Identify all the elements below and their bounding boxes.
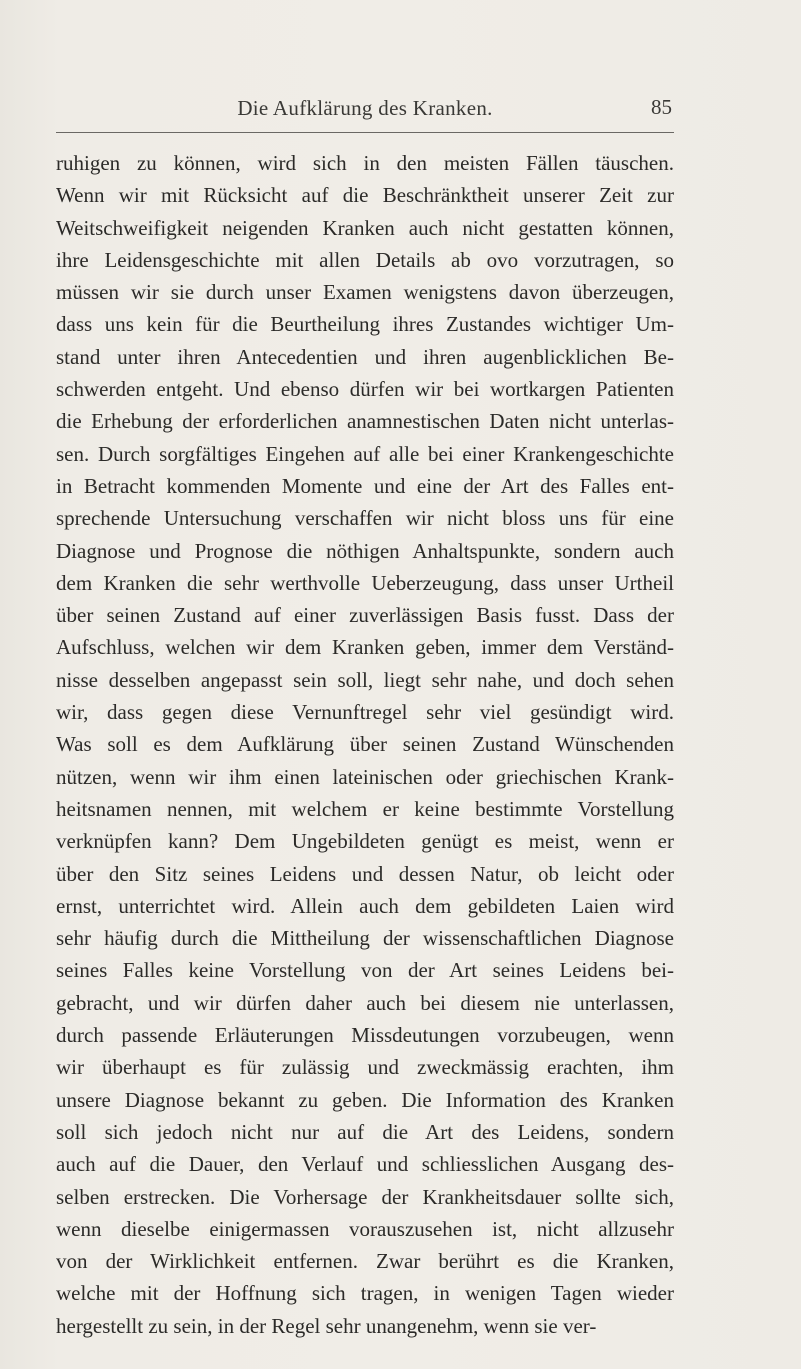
text-line: in Betracht kommenden Momente und eine der Art des Falles ent-: [56, 473, 674, 498]
text-line: dass uns kein für die Beurtheilung ihres Zustandes wichtiger Um-: [56, 312, 674, 337]
text-line: sprechende Untersuchung verschaffen wir nicht bloss uns für eine: [56, 506, 674, 531]
text-line: selben erstrecken. Die Vorhersage der Krankheitsdauer sollte sich,: [56, 1184, 674, 1209]
text-line: Diagnose und Prognose die nöthigen Anhaltspunkte, sondern auch: [56, 538, 674, 563]
running-title: Die Aufklärung des Kranken.: [237, 96, 493, 120]
text-line: von der Wirklichkeit entfernen. Zwar berührt es die Kranken,: [56, 1249, 674, 1274]
page-number: 85: [651, 95, 672, 119]
text-line: welche mit der Hoffnung sich tragen, in wenigen Tagen wieder: [56, 1281, 674, 1306]
text-line: durch passende Erläuterungen Missdeutungen vorzubeugen, wenn: [56, 1023, 674, 1048]
text-line: wir überhaupt es für zulässig und zweckmässig erachten, ihm: [56, 1055, 674, 1080]
text-line: stand unter ihren Antecedentien und ihren augenblicklichen Be-: [56, 344, 674, 369]
text-line: Weitschweifigkeit neigenden Kranken auch nicht gestatten können,: [56, 215, 674, 240]
text-line: hergestellt zu sein, in der Regel sehr unangenehm, wenn sie ver-: [56, 1313, 597, 1338]
text-line: über seinen Zustand auf einer zuverlässigen Basis fusst. Dass der: [56, 603, 674, 628]
text-line: dem Kranken die sehr werthvolle Ueberzeugung, dass unser Urtheil: [56, 570, 674, 595]
text-line: Wenn wir mit Rücksicht auf die Beschränktheit unserer Zeit zur: [56, 183, 674, 208]
text-line: nisse desselben angepasst sein soll, liegt sehr nahe, und doch sehen: [56, 667, 674, 692]
text-line: gebracht, und wir dürfen daher auch bei diesem nie unterlassen,: [56, 990, 674, 1015]
text-line: wenn dieselbe einigermassen vorauszusehen ist, nicht allzusehr: [56, 1216, 674, 1241]
text-line: wir, dass gegen diese Vernunftregel sehr viel gesündigt wird.: [56, 700, 674, 725]
text-line: soll sich jedoch nicht nur auf die Art des Leidens, sondern: [56, 1119, 674, 1144]
text-line: sehr häufig durch die Mittheilung der wissenschaftlichen Diagnose: [56, 926, 674, 951]
text-line: auch auf die Dauer, den Verlauf und schliesslichen Ausgang des-: [56, 1152, 674, 1177]
body-text: [56, 147, 674, 1342]
text-line: ernst, unterrichtet wird. Allein auch dem gebildeten Laien wird: [56, 893, 674, 918]
text-line: schwerden entgeht. Und ebenso dürfen wir bei wortkargen Patienten: [56, 377, 674, 402]
text-line: Was soll es dem Aufklärung über seinen Zustand Wünschenden: [56, 732, 674, 757]
text-line: über den Sitz seines Leidens und dessen Natur, ob leicht oder: [56, 861, 674, 886]
text-line: ihre Leidensgeschichte mit allen Details ab ovo vorzutragen, so: [56, 247, 674, 272]
text-line: ruhigen zu können, wird sich in den meisten Fällen täuschen.: [56, 151, 674, 175]
text-line: nützen, wenn wir ihm einen lateinischen oder griechischen Krank-: [56, 764, 674, 789]
text-line: sen. Durch sorgfältiges Eingehen auf alle bei einer Krankengeschichte: [56, 441, 674, 466]
text-line: müssen wir sie durch unser Examen wenigstens davon überzeugen,: [56, 280, 674, 305]
text-line: seines Falles keine Vorstellung von der Art seines Leidens bei-: [56, 958, 674, 983]
text-line: unsere Diagnose bekannt zu geben. Die Information des Kranken: [56, 1087, 674, 1112]
text-line: heitsnamen nennen, mit welchem er keine bestimmte Vorstellung: [56, 796, 674, 821]
text-line: verknüpfen kann? Dem Ungebildeten genügt es meist, wenn er: [56, 829, 674, 854]
text-line: Aufschluss, welchen wir dem Kranken geben, immer dem Verständ-: [56, 635, 674, 660]
text-line: die Erhebung der erforderlichen anamnestischen Daten nicht unterlas-: [56, 409, 674, 434]
page-header: [56, 86, 674, 133]
